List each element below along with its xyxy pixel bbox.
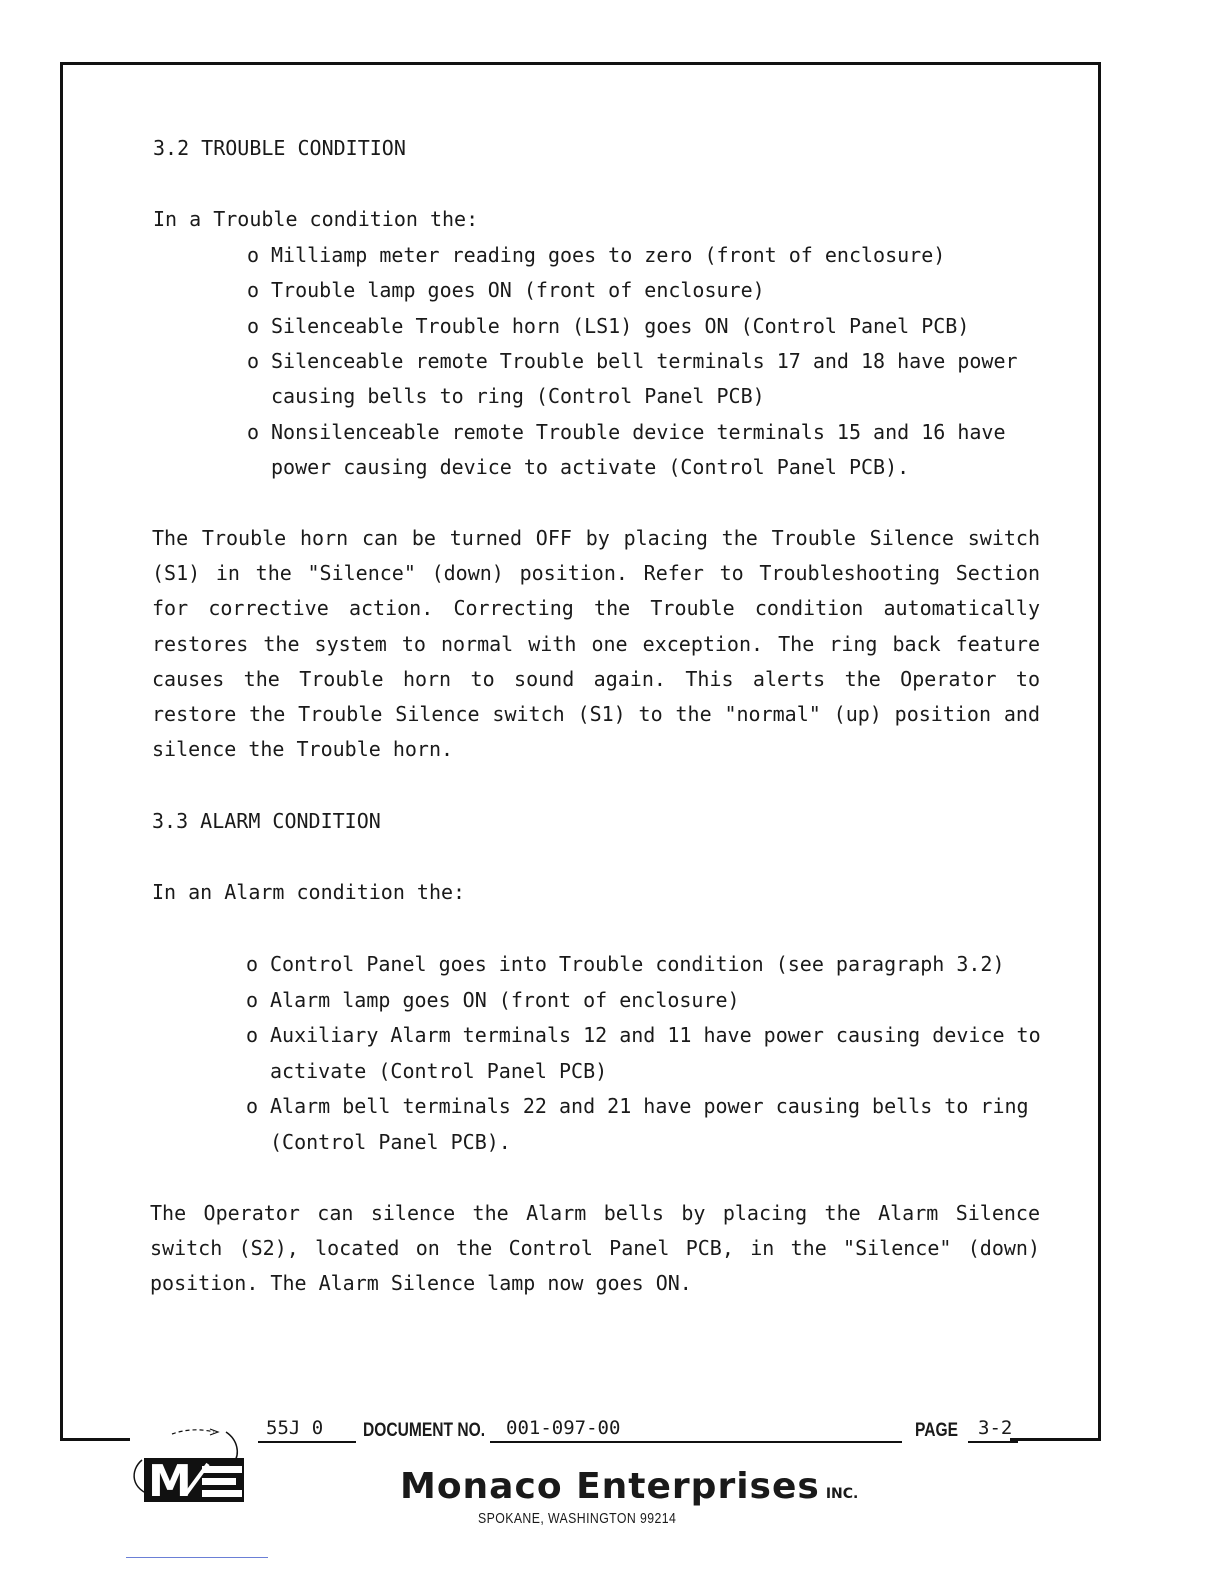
page-label: PAGE [915, 1420, 958, 1441]
logo-lettering: M [148, 1456, 192, 1504]
paragraph-line: for corrective action. Correcting the Trouble condition automatically [152, 596, 1040, 621]
paragraph-line: The Operator can silence the Alarm bells by placing the Alarm Silence [150, 1201, 1040, 1225]
bullet-marker: o [247, 243, 260, 267]
bullet-marker: o [247, 313, 260, 338]
bullet-text: Milliamp meter reading goes to zero (front of enclosure) [271, 243, 946, 267]
bullet-text: power causing device to activate (Control Panel PCB). [271, 454, 910, 479]
company-name-text: Monaco Enterprises [400, 1466, 820, 1507]
bullet-text: Auxiliary Alarm terminals 12 and 11 have power causing device to [270, 1023, 1041, 1047]
company-name [400, 1466, 858, 1507]
paragraph-line: causes the Trouble horn to sound again. This alerts the Operator to [152, 666, 1040, 691]
section-intro-3-3: In an Alarm condition the: [152, 880, 466, 904]
decorative-underline [126, 1557, 268, 1558]
section-heading-3-3: 3.3 ALARM CONDITION [152, 809, 381, 833]
bullet-marker: o [247, 348, 260, 373]
document-number: 001-097-00 [490, 1415, 902, 1443]
paragraph-line: position. The Alarm Silence lamp now goes ON. [150, 1271, 692, 1296]
bullet-text: (Control Panel PCB). [270, 1129, 511, 1154]
paragraph-alarm-silence [150, 1196, 1040, 1302]
paragraph-line: The Trouble horn can be turned OFF by placing the Trouble Silence switch [152, 526, 1040, 550]
border-bottom-right [1010, 1438, 1101, 1441]
bullet-text: Alarm lamp goes ON (front of enclosure) [270, 987, 740, 1012]
document-number-label: DOCUMENT NO. [363, 1420, 486, 1441]
company-address: SPOKANE, WASHINGTON 99214 [478, 1510, 677, 1527]
bullet-text: activate (Control Panel PCB) [270, 1058, 608, 1083]
bullet-marker: o [246, 1094, 259, 1118]
bullet-text: causing bells to ring (Control Panel PCB) [271, 384, 765, 409]
paragraph-line: silence the Trouble horn. [152, 737, 454, 762]
bullet-marker: o [247, 278, 260, 303]
bullet-text: Nonsilenceable remote Trouble device terminals 15 and 16 have [271, 419, 1006, 444]
bullet-text: Trouble lamp goes ON (front of enclosure) [271, 278, 765, 303]
bullet-marker: o [246, 1023, 259, 1047]
bullet-marker: o [246, 987, 259, 1012]
page-number: 3-2 [968, 1415, 1018, 1443]
bullet-marker: o [247, 419, 260, 444]
bullet-marker: o [246, 952, 259, 976]
paragraph-line: (S1) in the "Silence" (down) position. Refer to Troubleshooting Section [152, 561, 1040, 586]
bullet-text: Alarm bell terminals 22 and 21 have power causing bells to ring [270, 1094, 1029, 1118]
bullet-text: Silenceable remote Trouble bell terminals 17 and 18 have power [271, 348, 1018, 373]
company-logo-icon [128, 1424, 248, 1504]
company-suffix: INC. [825, 1486, 859, 1502]
border-bottom-left [60, 1438, 130, 1441]
bullet-text: Silenceable Trouble horn (LS1) goes ON (Control Panel PCB) [271, 313, 970, 338]
paragraph-line: restores the system to normal with one exception. The ring back feature [152, 631, 1040, 656]
paragraph-line: restore the Trouble Silence switch (S1) to the "normal" (up) position and [152, 702, 1040, 727]
model-number: 55J 0 [258, 1415, 356, 1443]
bullet-text: Control Panel goes into Trouble condition (see paragraph 3.2) [270, 952, 1005, 976]
paragraph-line: switch (S2), located on the Control Panel PCB, in the "Silence" (down) [150, 1236, 1040, 1261]
section-intro-3-2: In a Trouble condition the: [153, 207, 479, 231]
section-heading-3-2: 3.2 TROUBLE CONDITION [153, 136, 406, 160]
paragraph-trouble-silence [152, 521, 1040, 767]
